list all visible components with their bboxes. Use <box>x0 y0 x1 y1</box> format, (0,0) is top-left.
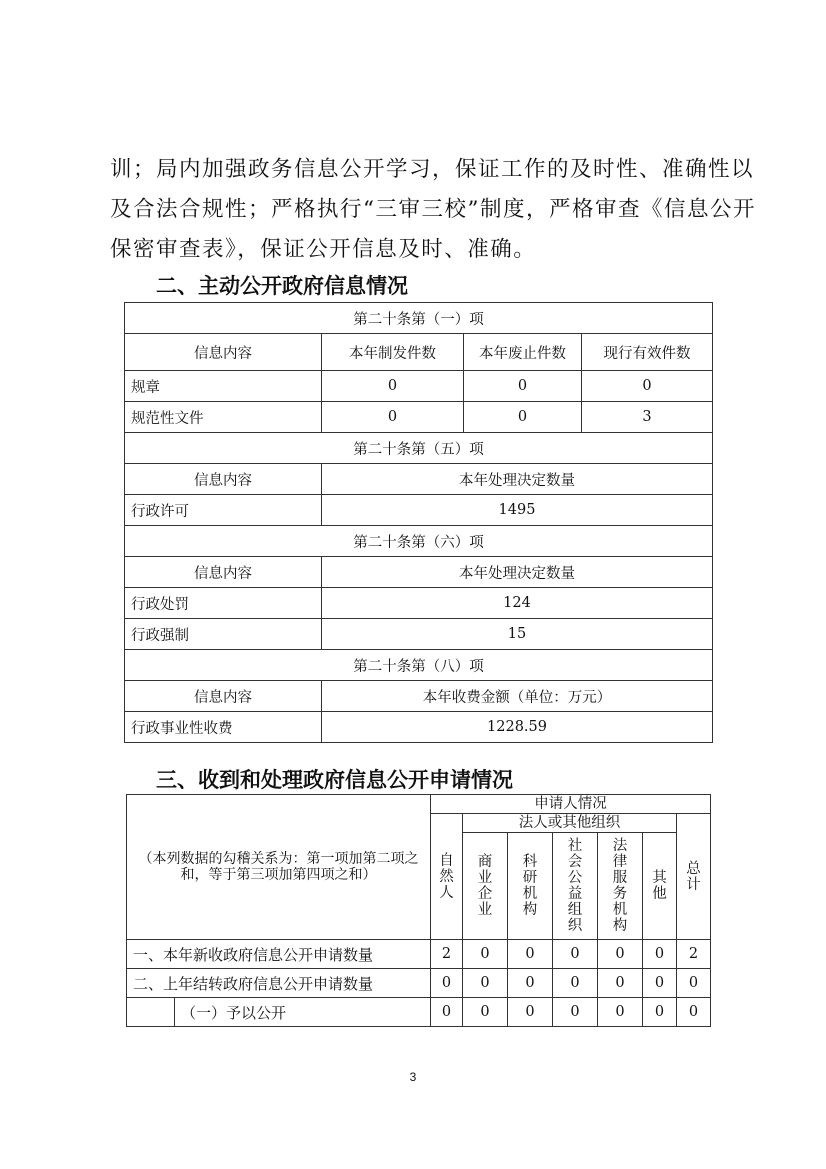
cell-value: 0 <box>463 998 508 1027</box>
column-header: 本年处理决定数量 <box>322 557 713 588</box>
cell-value: 15 <box>322 619 713 650</box>
cell-value: 0 <box>598 998 643 1027</box>
cell-value: 0 <box>463 969 508 998</box>
header-char: 构 <box>522 902 538 918</box>
cell-value: 0 <box>598 940 643 969</box>
header-char: 机 <box>612 902 628 918</box>
row-label: 一、本年新收政府信息公开申请数量 <box>127 940 431 969</box>
cell-value: 0 <box>553 940 598 969</box>
cell-value: 3 <box>582 402 713 433</box>
column-header: 信息内容 <box>125 334 322 371</box>
column-header-text <box>463 854 507 918</box>
column-header-text <box>677 861 710 893</box>
header-char: 人 <box>439 884 454 901</box>
row-label: （一）予以公开 <box>175 998 431 1027</box>
cell-value: 2 <box>431 940 463 969</box>
column-header: 本年处理决定数量 <box>322 464 713 495</box>
header-char: 业 <box>477 902 493 918</box>
cell-value: 0 <box>431 969 463 998</box>
section-heading-3: 三、收到和处理政府信息公开申请情况 <box>156 768 513 792</box>
column-header-total <box>677 814 711 940</box>
proactive-disclosure-table <box>124 302 713 743</box>
table-row <box>127 969 711 998</box>
column-header-research <box>508 833 553 940</box>
column-header: 现行有效件数 <box>582 334 713 371</box>
applicant-header: 申请人情况 <box>431 795 711 814</box>
header-char: 科 <box>522 854 538 870</box>
header-char: 计 <box>686 876 701 893</box>
header-char: 组 <box>567 902 583 918</box>
column-header: 本年收费金额（单位：万元） <box>322 681 713 712</box>
header-char: 企 <box>477 886 493 902</box>
header-char: 法 <box>612 838 628 854</box>
column-header-text <box>508 854 552 918</box>
cell-value: 0 <box>643 940 677 969</box>
cell-value: 0 <box>508 940 553 969</box>
block-title: 第二十条第（六）项 <box>125 526 713 557</box>
relationship-note: （本列数据的勾稽关系为：第一项加第二项之和，等于第三项加第四项之和） <box>127 795 431 940</box>
table-row <box>127 998 711 1027</box>
block-title: 第二十条第（一）项 <box>125 303 713 334</box>
cell-value: 0 <box>643 969 677 998</box>
row-label: 行政处罚 <box>125 588 322 619</box>
column-header: 本年废止件数 <box>464 334 582 371</box>
row-label: 规范性文件 <box>125 402 322 433</box>
header-char: 商 <box>477 854 493 870</box>
table-row <box>127 940 711 969</box>
indent-cell <box>127 998 175 1027</box>
header-char: 构 <box>612 918 628 934</box>
cell-value: 0 <box>598 969 643 998</box>
cell-value: 1495 <box>322 495 713 526</box>
header-char: 他 <box>652 886 667 902</box>
column-header: 信息内容 <box>125 464 322 495</box>
row-label: 行政强制 <box>125 619 322 650</box>
cell-value: 1228.59 <box>322 712 713 743</box>
column-header: 信息内容 <box>125 557 322 588</box>
header-char: 业 <box>477 870 493 886</box>
column-header: 信息内容 <box>125 681 322 712</box>
page-number: 3 <box>409 1070 417 1084</box>
column-header-text <box>553 838 597 934</box>
header-char: 然 <box>439 868 454 885</box>
row-label: 规章 <box>125 371 322 402</box>
cell-value: 0 <box>582 371 713 402</box>
cell-value: 0 <box>677 969 711 998</box>
header-char: 自 <box>439 852 454 869</box>
column-header-legal-service <box>598 833 643 940</box>
cell-value: 0 <box>464 371 582 402</box>
paragraph-line: 保密审查表》，保证公开信息及时、准确。 <box>110 237 537 262</box>
header-char: 服 <box>612 870 628 886</box>
header-char: 会 <box>567 854 583 870</box>
row-label: 二、上年结转政府信息公开申请数量 <box>127 969 431 998</box>
section-heading-2: 二、主动公开政府信息情况 <box>156 274 408 298</box>
body-paragraph <box>110 150 756 270</box>
cell-value: 124 <box>322 588 713 619</box>
column-header-public-welfare <box>553 833 598 940</box>
cell-value: 0 <box>508 969 553 998</box>
header-char: 研 <box>522 870 538 886</box>
cell-value: 0 <box>464 402 582 433</box>
cell-value: 0 <box>677 998 711 1027</box>
header-char: 社 <box>567 838 583 854</box>
row-label: 行政许可 <box>125 495 322 526</box>
cell-value: 0 <box>322 402 464 433</box>
header-char: 织 <box>567 918 583 934</box>
paragraph-line: 及合法合规性；严格执行“三审三校”制度，严格审查《信息公开 <box>110 197 756 222</box>
cell-value: 0 <box>322 371 464 402</box>
cell-value: 0 <box>553 998 598 1027</box>
block-title: 第二十条第（五）项 <box>125 433 713 464</box>
header-char: 务 <box>612 886 628 902</box>
column-header-text <box>643 870 676 902</box>
column-header-commercial <box>463 833 508 940</box>
header-char: 其 <box>652 870 667 886</box>
column-header-text <box>431 853 462 901</box>
row-label: 行政事业性收费 <box>125 712 322 743</box>
header-char: 总 <box>686 860 701 877</box>
cell-value: 0 <box>643 998 677 1027</box>
cell-value: 0 <box>463 940 508 969</box>
header-char: 律 <box>612 854 628 870</box>
column-header: 本年制发件数 <box>322 334 464 371</box>
column-header-other <box>643 833 677 940</box>
cell-value: 2 <box>677 940 711 969</box>
header-char: 益 <box>567 886 583 902</box>
header-char: 公 <box>567 870 583 886</box>
column-header-text <box>598 838 642 934</box>
cell-value: 0 <box>508 998 553 1027</box>
legal-entity-header: 法人或其他组织 <box>463 814 677 833</box>
paragraph-line: 训；局内加强政务信息公开学习，保证工作的及时性、准确性以 <box>110 157 755 182</box>
cell-value: 0 <box>431 998 463 1027</box>
application-table <box>126 794 711 1027</box>
block-title: 第二十条第（八）项 <box>125 650 713 681</box>
cell-value: 0 <box>553 969 598 998</box>
column-header-natural-person <box>431 814 463 940</box>
header-char: 机 <box>522 886 538 902</box>
